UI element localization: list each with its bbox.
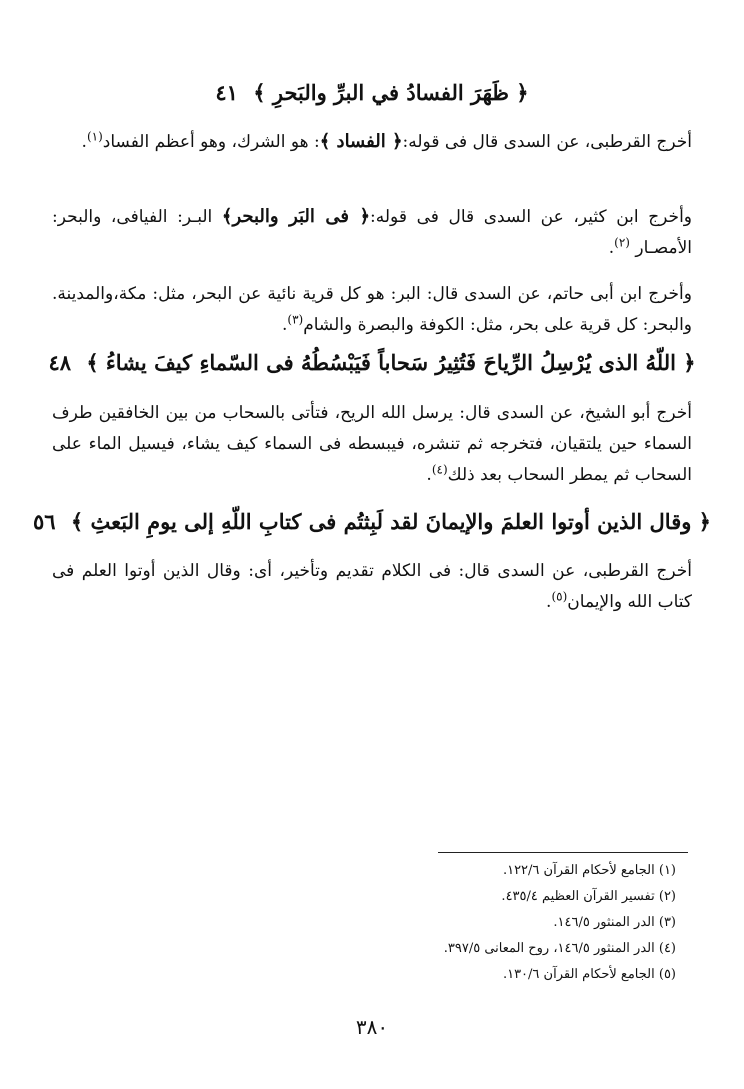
footnote: (٣) الدر المنثور ١٤٦/٥. <box>553 915 676 930</box>
footnote-reference: (١) <box>86 129 103 144</box>
paragraph-text: البـر: الفيافى، والبحر: الأمصـار <box>52 207 692 258</box>
footnote: (٥) الجامع لأحكام القرآن ١٣٠/٦. <box>502 967 676 982</box>
verse-heading-41 <box>0 78 744 108</box>
footnote: (٢) تفسير القرآن العظيم ٤٣٥/٤. <box>501 889 676 904</box>
verse-heading-48 <box>0 348 744 378</box>
paragraph-text: وأخرج ابن كثير، عن السدى قال فى قوله: <box>370 207 692 227</box>
footnote: (١) الجامع لأحكام القرآن ١٢٢/٦. <box>502 863 676 878</box>
footnote-reference: (٤) <box>431 462 448 477</box>
footnote-reference: (٢) <box>614 235 630 250</box>
page-number: ٣٨٠ <box>355 1015 389 1039</box>
paragraph-text: : هو الشرك، وهو أعظم الفساد <box>102 132 320 152</box>
paragraph-end: . <box>81 132 87 152</box>
footnotes <box>356 858 676 988</box>
footnote-divider <box>438 852 688 853</box>
verse-text: ﴿ وقال الذين أوتوا العلمَ والإيمانَ لقد لَبِثتُم فى كتابِ اللّهِ إلى يومِ البَعثِ ﴾ <box>70 509 711 534</box>
paragraph-end: . <box>426 465 432 485</box>
paragraph-end: . <box>281 315 288 335</box>
paragraph-end: . <box>546 592 552 612</box>
paragraph-end: . <box>608 238 615 258</box>
paragraph-text: أخرج القرطبى، عن السدى قال: فى الكلام تقديم وتأخير، أى: وقال الذين أوتوا العلم فى كتاب الله والإيمان <box>52 561 692 612</box>
quoted-word: ﴿ فى البَر والبحر﴾ <box>221 206 371 227</box>
verse-heading-56 <box>0 507 744 537</box>
commentary-paragraph <box>52 398 692 491</box>
verse-number: ٤٨ <box>48 350 71 375</box>
footnote-reference: (٣) <box>287 312 304 327</box>
footnote: (٤) الدر المنثور ١٤٦/٥، روح المعانى ٣٩٧/٥. <box>443 941 676 956</box>
paragraph-text: أخرج أبو الشيخ، عن السدى قال: يرسل الله الريح، فتأتى بالسحاب من بين الخافقين طرف السماء حين يلتقيان، فتخرجه ثم تنشره، فيبسطه فى السماء كيف يشاء، فيسيل الماء على السحاب ثم يمطر السحاب بعد ذلك <box>52 403 692 485</box>
verse-number: ٤١ <box>215 80 238 105</box>
commentary-paragraph <box>52 279 692 341</box>
paragraph-text: أخرج القرطبى، عن السدى قال فى قوله: <box>402 132 692 152</box>
commentary-paragraph <box>52 126 692 158</box>
paragraph-text: وأخرج ابن أبى حاتم، عن السدى قال: البر: هو كل قرية نائية عن البحر، مثل: مكة،والمدينة. والبحر: كل قرية على بحر، مثل: الكوفة والبصرة والشام <box>52 284 692 335</box>
quoted-word: ﴿ الفساد ﴾ <box>319 131 403 152</box>
verse-text: ﴿ اللّهُ الذى يُرْسِلُ الرِّياحَ فَتُثِيرُ سَحاباً فَيَبْسُطُهُ فى السّماءِ كيفَ يشاءُ ﴾ <box>86 350 696 375</box>
commentary-paragraph <box>52 201 692 264</box>
commentary-paragraph <box>52 556 692 618</box>
verse-number: ٥٦ <box>33 509 56 534</box>
verse-text: ﴿ ظَهَرَ الفسادُ في البرِّ والبَحرِ ﴾ <box>253 80 529 105</box>
footnote-reference: (٥) <box>551 589 568 604</box>
